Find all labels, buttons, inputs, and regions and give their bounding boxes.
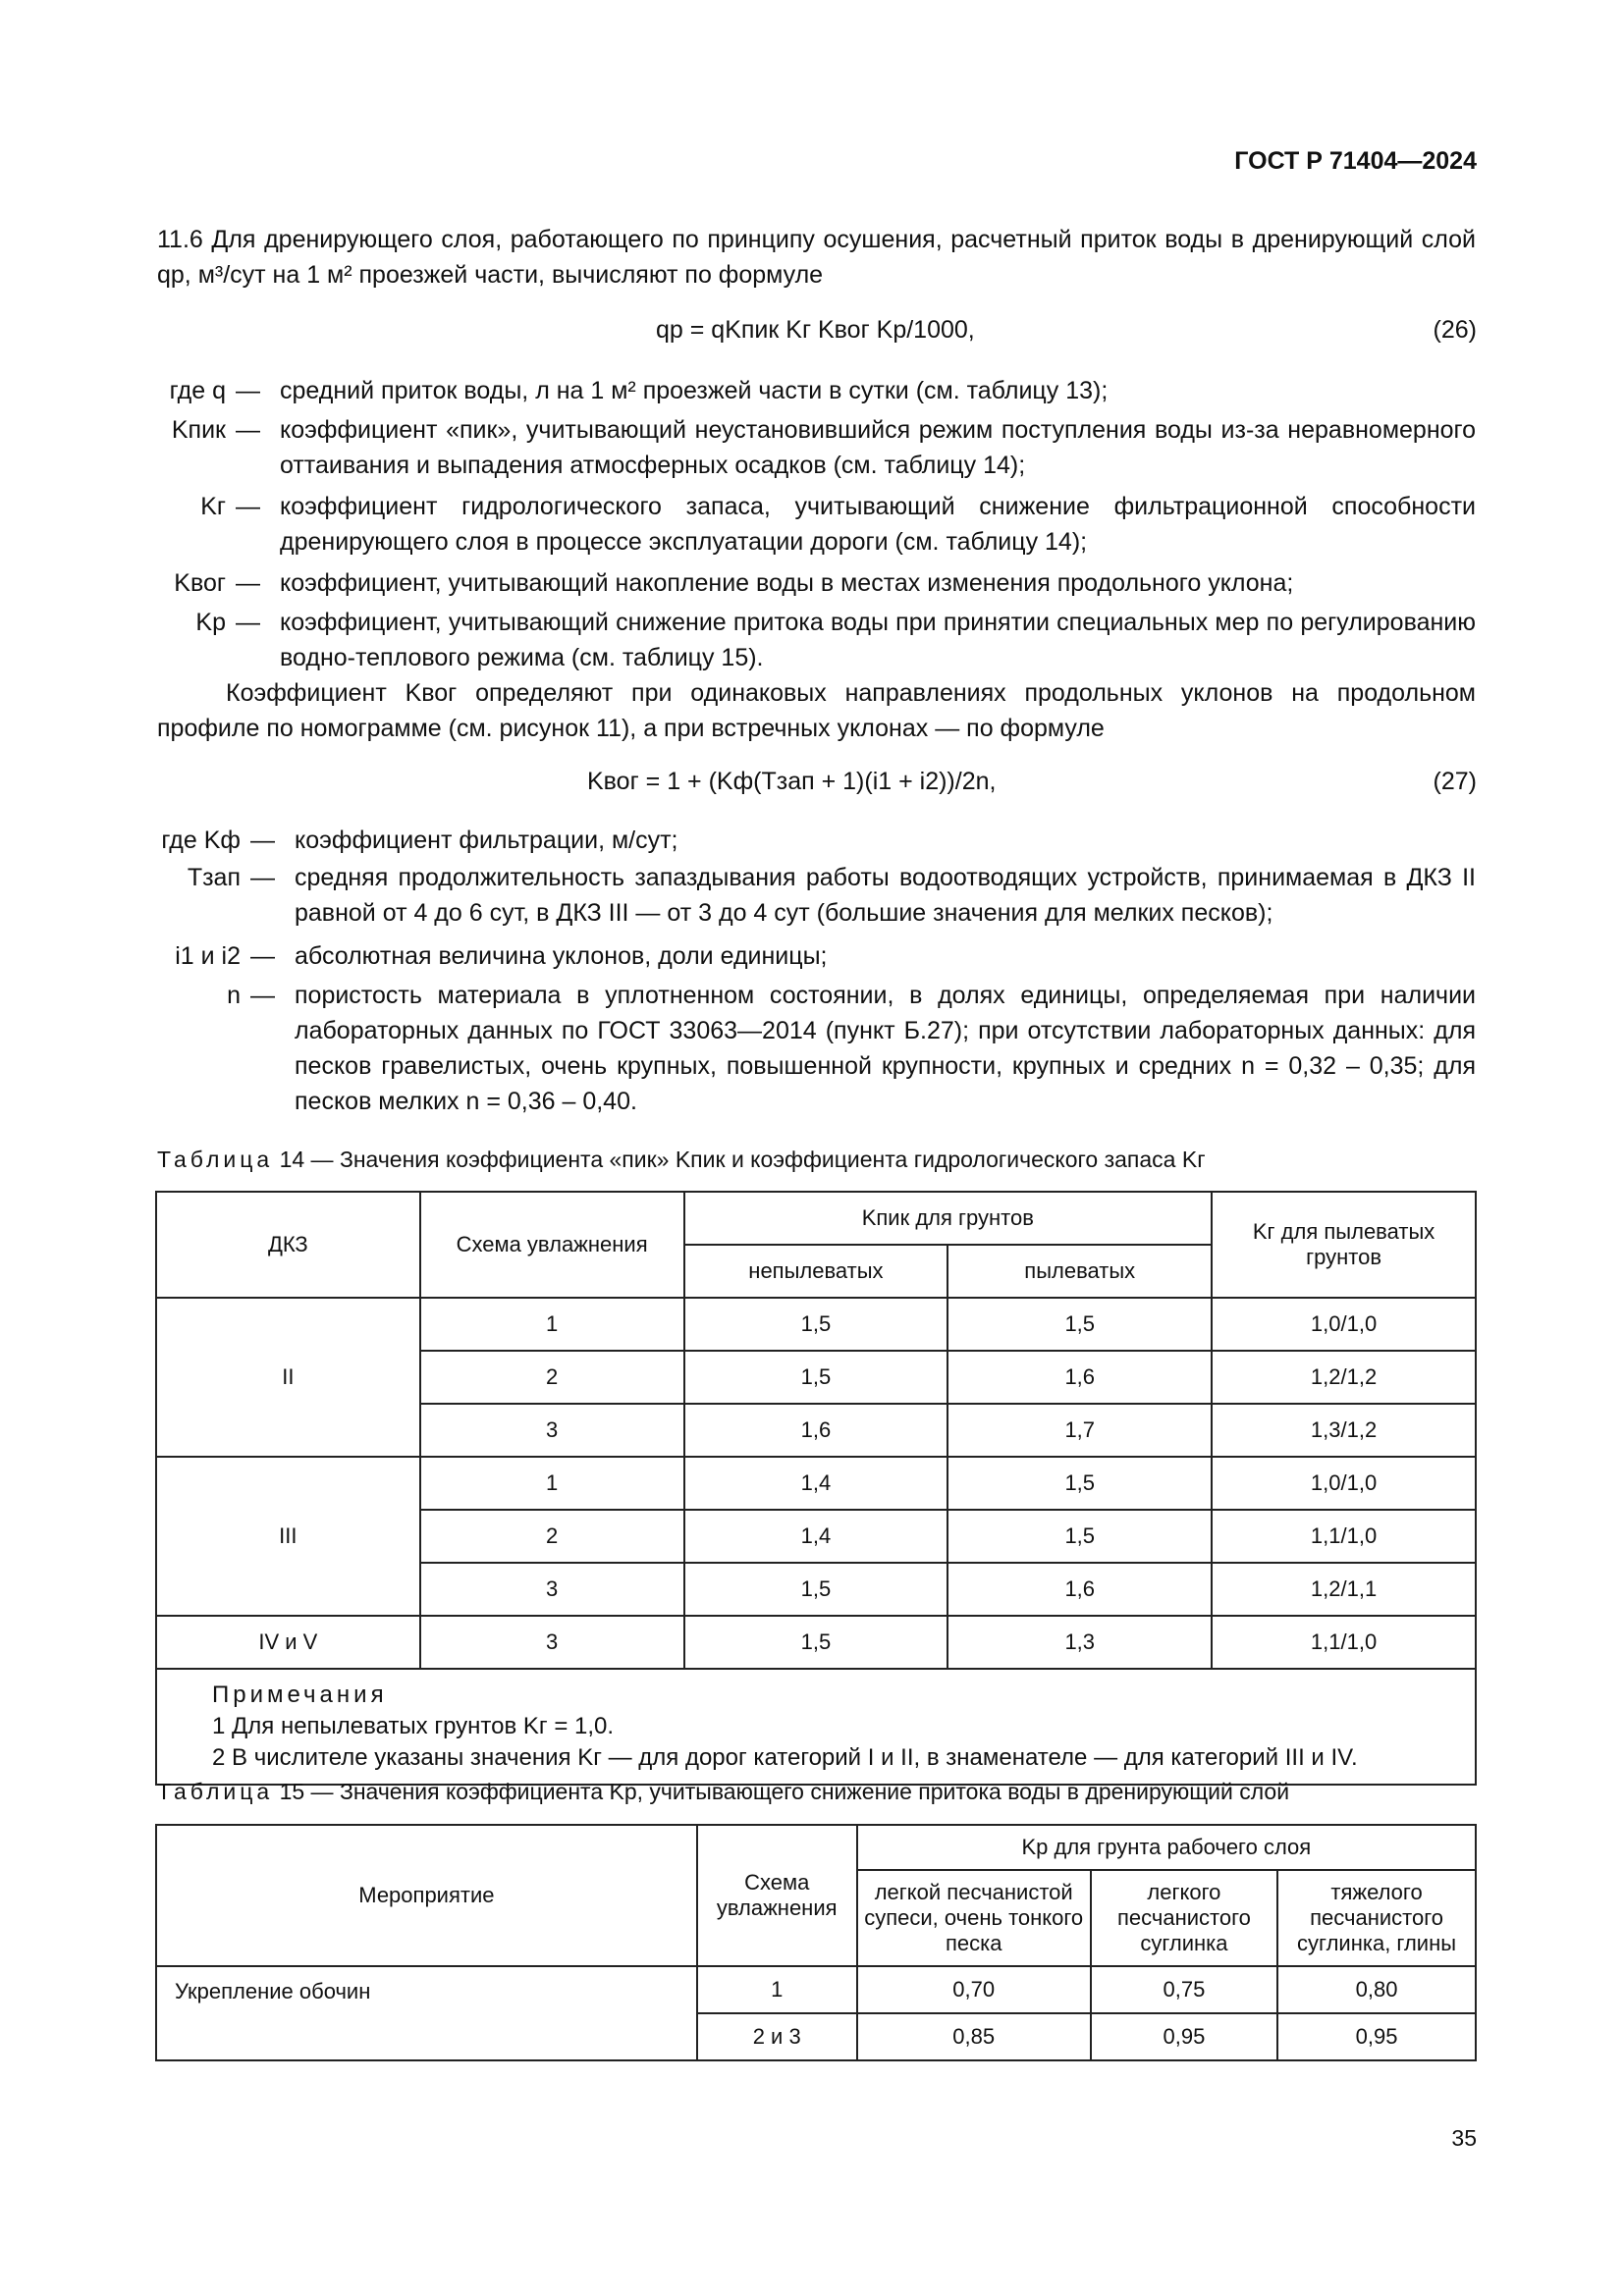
table-14 [155, 1191, 1477, 1786]
table-14-caption [157, 1147, 1206, 1173]
definition-dash: — [236, 377, 260, 404]
cell-c3: 0,80 [1277, 1966, 1476, 2013]
definition-text: коэффициент, учитывающий накопление воды в местах изменения продольного уклона; [280, 569, 1294, 597]
definition-text: абсолютная величина уклонов, доли единицы; [295, 942, 828, 970]
definition-dash: — [250, 942, 275, 970]
table-row [156, 1457, 1476, 1510]
cell-c1: 0,85 [857, 2013, 1091, 2060]
definitions-list-2 [0, 823, 1624, 1125]
definition-symbol: Kг [200, 493, 226, 520]
table-row [156, 1298, 1476, 1351]
cell-nonsilty: 1,5 [684, 1616, 948, 1669]
definition-text: коэффициент, учитывающий снижение притока воды при принятии специальных мер по регулированию водно-теплового режима (см. таблицу 15). [280, 609, 1476, 671]
table-15-caption [157, 1779, 1289, 1805]
cell-dkz: III [156, 1457, 420, 1616]
table-notes-row [156, 1669, 1476, 1785]
definition-text: коэффициент фильтрации, м/сут; [295, 827, 678, 854]
table-caption-label: Таблица [157, 1779, 274, 1804]
definitions-list-1 [0, 373, 1624, 679]
definition-dash: — [236, 609, 260, 636]
header-kr: Kр для грунта рабочего слоя [857, 1825, 1476, 1870]
cell-scheme: 2 и 3 [697, 2013, 857, 2060]
header-dkz: ДКЗ [156, 1192, 420, 1298]
formula-27-number: (27) [1433, 768, 1477, 795]
paragraph-kvog: Коэффициент Kвог определяют при одинаковых направлениях продольных уклонов на продольном профиле по номограмме (см. рисунок 11), а при встречных уклонах — по формуле [157, 679, 1476, 742]
cell-kg: 1,3/1,2 [1212, 1404, 1476, 1457]
table-15 [155, 1824, 1477, 2061]
definition-text: пористость материала в уплотненном состоянии, в долях единицы, определяемая при наличии лабораторных данных по ГОСТ 33063—2014 (пункт Б.27); при отсутствии лабораторных данных: для песков гравелистых, очень крупных, повышенной крупности, крупных и средних n = 0,32 – 0,35; для песков мелких n = 0,36 – 0,40. [295, 982, 1476, 1115]
definition-symbol: Kр [195, 609, 226, 636]
definition-symbol: где Kф [161, 827, 241, 854]
table-row [156, 1616, 1476, 1669]
header-measure: Мероприятие [156, 1825, 697, 1966]
definition-row [0, 860, 1624, 934]
cell-scheme: 2 [420, 1510, 684, 1563]
definition-dash: — [250, 864, 275, 891]
definition-text: коэффициент «пик», учитывающий неустановившийся режим поступления воды из-за неравномерного оттаивания и выпадения атмосферных осадков (см. таблицу 14); [280, 416, 1476, 479]
definition-symbol: Tзап [187, 864, 241, 891]
definition-row [0, 412, 1624, 487]
formula-26: qр = qKпик Kг Kвог Kр/1000, [656, 316, 975, 344]
cell-kg: 1,2/1,1 [1212, 1563, 1476, 1616]
cell-kg: 1,0/1,0 [1212, 1457, 1476, 1510]
table-caption-text: 14 — Значения коэффициента «пик» Kпик и коэффициента гидрологического запаса Kг [279, 1147, 1206, 1172]
cell-scheme: 2 [420, 1351, 684, 1404]
definition-dash: — [236, 493, 260, 520]
note-1: 1 Для непылеватых грунтов Kг = 1,0. [212, 1713, 615, 1739]
page-number: 35 [1451, 2125, 1477, 2151]
cell-scheme: 3 [420, 1563, 684, 1616]
notes-title: Примечания [212, 1682, 388, 1708]
cell-c1: 0,70 [857, 1966, 1091, 2013]
header-col-2: легкого песчанистого суглинка [1091, 1870, 1277, 1966]
definition-text: средний приток воды, л на 1 м² проезжей части в сутки (см. таблицу 13); [280, 377, 1109, 404]
definition-row [0, 823, 1624, 858]
definition-dash: — [236, 569, 260, 597]
cell-scheme: 1 [420, 1457, 684, 1510]
definition-row [0, 605, 1624, 679]
cell-silty: 1,3 [947, 1616, 1212, 1669]
header-scheme: Схема увлажнения [697, 1825, 857, 1966]
cell-scheme: 3 [420, 1404, 684, 1457]
cell-c2: 0,95 [1091, 2013, 1277, 2060]
definition-dash: — [236, 416, 260, 444]
header-col-1: легкой песчанистой супеси, очень тонкого песка [857, 1870, 1091, 1966]
cell-nonsilty: 1,5 [684, 1351, 948, 1404]
header-kpik: Kпик для грунтов [684, 1192, 1213, 1245]
formula-26-number: (26) [1433, 316, 1477, 344]
cell-c3: 0,95 [1277, 2013, 1476, 2060]
header-silty: пылеватых [947, 1245, 1212, 1298]
cell-dkz: II [156, 1298, 420, 1457]
cell-scheme: 1 [420, 1298, 684, 1351]
definition-row [0, 938, 1624, 974]
cell-kg: 1,1/1,0 [1212, 1510, 1476, 1563]
note-2: 2 В числителе указаны значения Kг — для дорог категорий I и II, в знаменателе — для категорий III и IV. [212, 1744, 1358, 1771]
table-caption-text: 15 — Значения коэффициента Kр, учитывающего снижение притока воды в дренирующий слой [279, 1779, 1290, 1804]
cell-silty: 1,6 [947, 1351, 1212, 1404]
cell-scheme: 1 [697, 1966, 857, 2013]
header-col-3: тяжелого песчанистого суглинка, глины [1277, 1870, 1476, 1966]
table-caption-label: Таблица [157, 1147, 274, 1172]
cell-silty: 1,5 [947, 1510, 1212, 1563]
cell-kg: 1,0/1,0 [1212, 1298, 1476, 1351]
table-row [156, 1966, 1476, 2013]
section-11-6-text: 11.6 Для дренирующего слоя, работающего по принципу осушения, расчетный приток воды в дренирующий слой qр, м³/сут на 1 м² проезжей части, вычисляют по формуле [157, 226, 1476, 289]
definition-symbol: Kвог [174, 569, 226, 597]
cell-nonsilty: 1,5 [684, 1563, 948, 1616]
definition-dash: — [250, 827, 275, 854]
cell-c2: 0,75 [1091, 1966, 1277, 2013]
definition-symbol: i1 и i2 [175, 942, 241, 970]
header-kg: Kг для пылеватых грунтов [1212, 1192, 1476, 1298]
cell-dkz: IV и V [156, 1616, 420, 1669]
cell-nonsilty: 1,4 [684, 1457, 948, 1510]
cell-nonsilty: 1,4 [684, 1510, 948, 1563]
definition-row [0, 489, 1624, 563]
definition-symbol: Kпик [171, 416, 226, 444]
table-notes [156, 1669, 1476, 1785]
cell-kg: 1,1/1,0 [1212, 1616, 1476, 1669]
formula-27: Kвог = 1 + (Kф(Tзап + 1)(i1 + i2))/2n, [587, 768, 997, 795]
definition-symbol: где q [169, 377, 226, 404]
cell-kg: 1,2/1,2 [1212, 1351, 1476, 1404]
cell-silty: 1,6 [947, 1563, 1212, 1616]
definition-text: коэффициент гидрологического запаса, учитывающий снижение фильтрационной способности дренирующего слоя в процессе эксплуатации дороги (см. таблицу 14); [280, 493, 1476, 556]
cell-silty: 1,7 [947, 1404, 1212, 1457]
cell-silty: 1,5 [947, 1298, 1212, 1351]
definition-row [0, 565, 1624, 601]
header-scheme: Схема увлажнения [420, 1192, 684, 1298]
cell-scheme: 3 [420, 1616, 684, 1669]
definition-dash: — [250, 982, 275, 1009]
definition-row [0, 978, 1624, 1125]
definition-row [0, 373, 1624, 408]
cell-nonsilty: 1,5 [684, 1298, 948, 1351]
header-nonsilty: непылеватых [684, 1245, 948, 1298]
cell-measure: Укрепление обочин [156, 1966, 697, 2060]
cell-nonsilty: 1,6 [684, 1404, 948, 1457]
cell-silty: 1,5 [947, 1457, 1212, 1510]
document-header: ГОСТ Р 71404—2024 [1234, 147, 1477, 175]
definition-text: средняя продолжительность запаздывания работы водоотводящих устройств, принимаемая в ДКЗ II равной от 4 до 6 сут, в ДКЗ III — от 3 до 4 сут (большие значения для мелких песков); [295, 864, 1476, 927]
definition-symbol: n [227, 982, 241, 1009]
